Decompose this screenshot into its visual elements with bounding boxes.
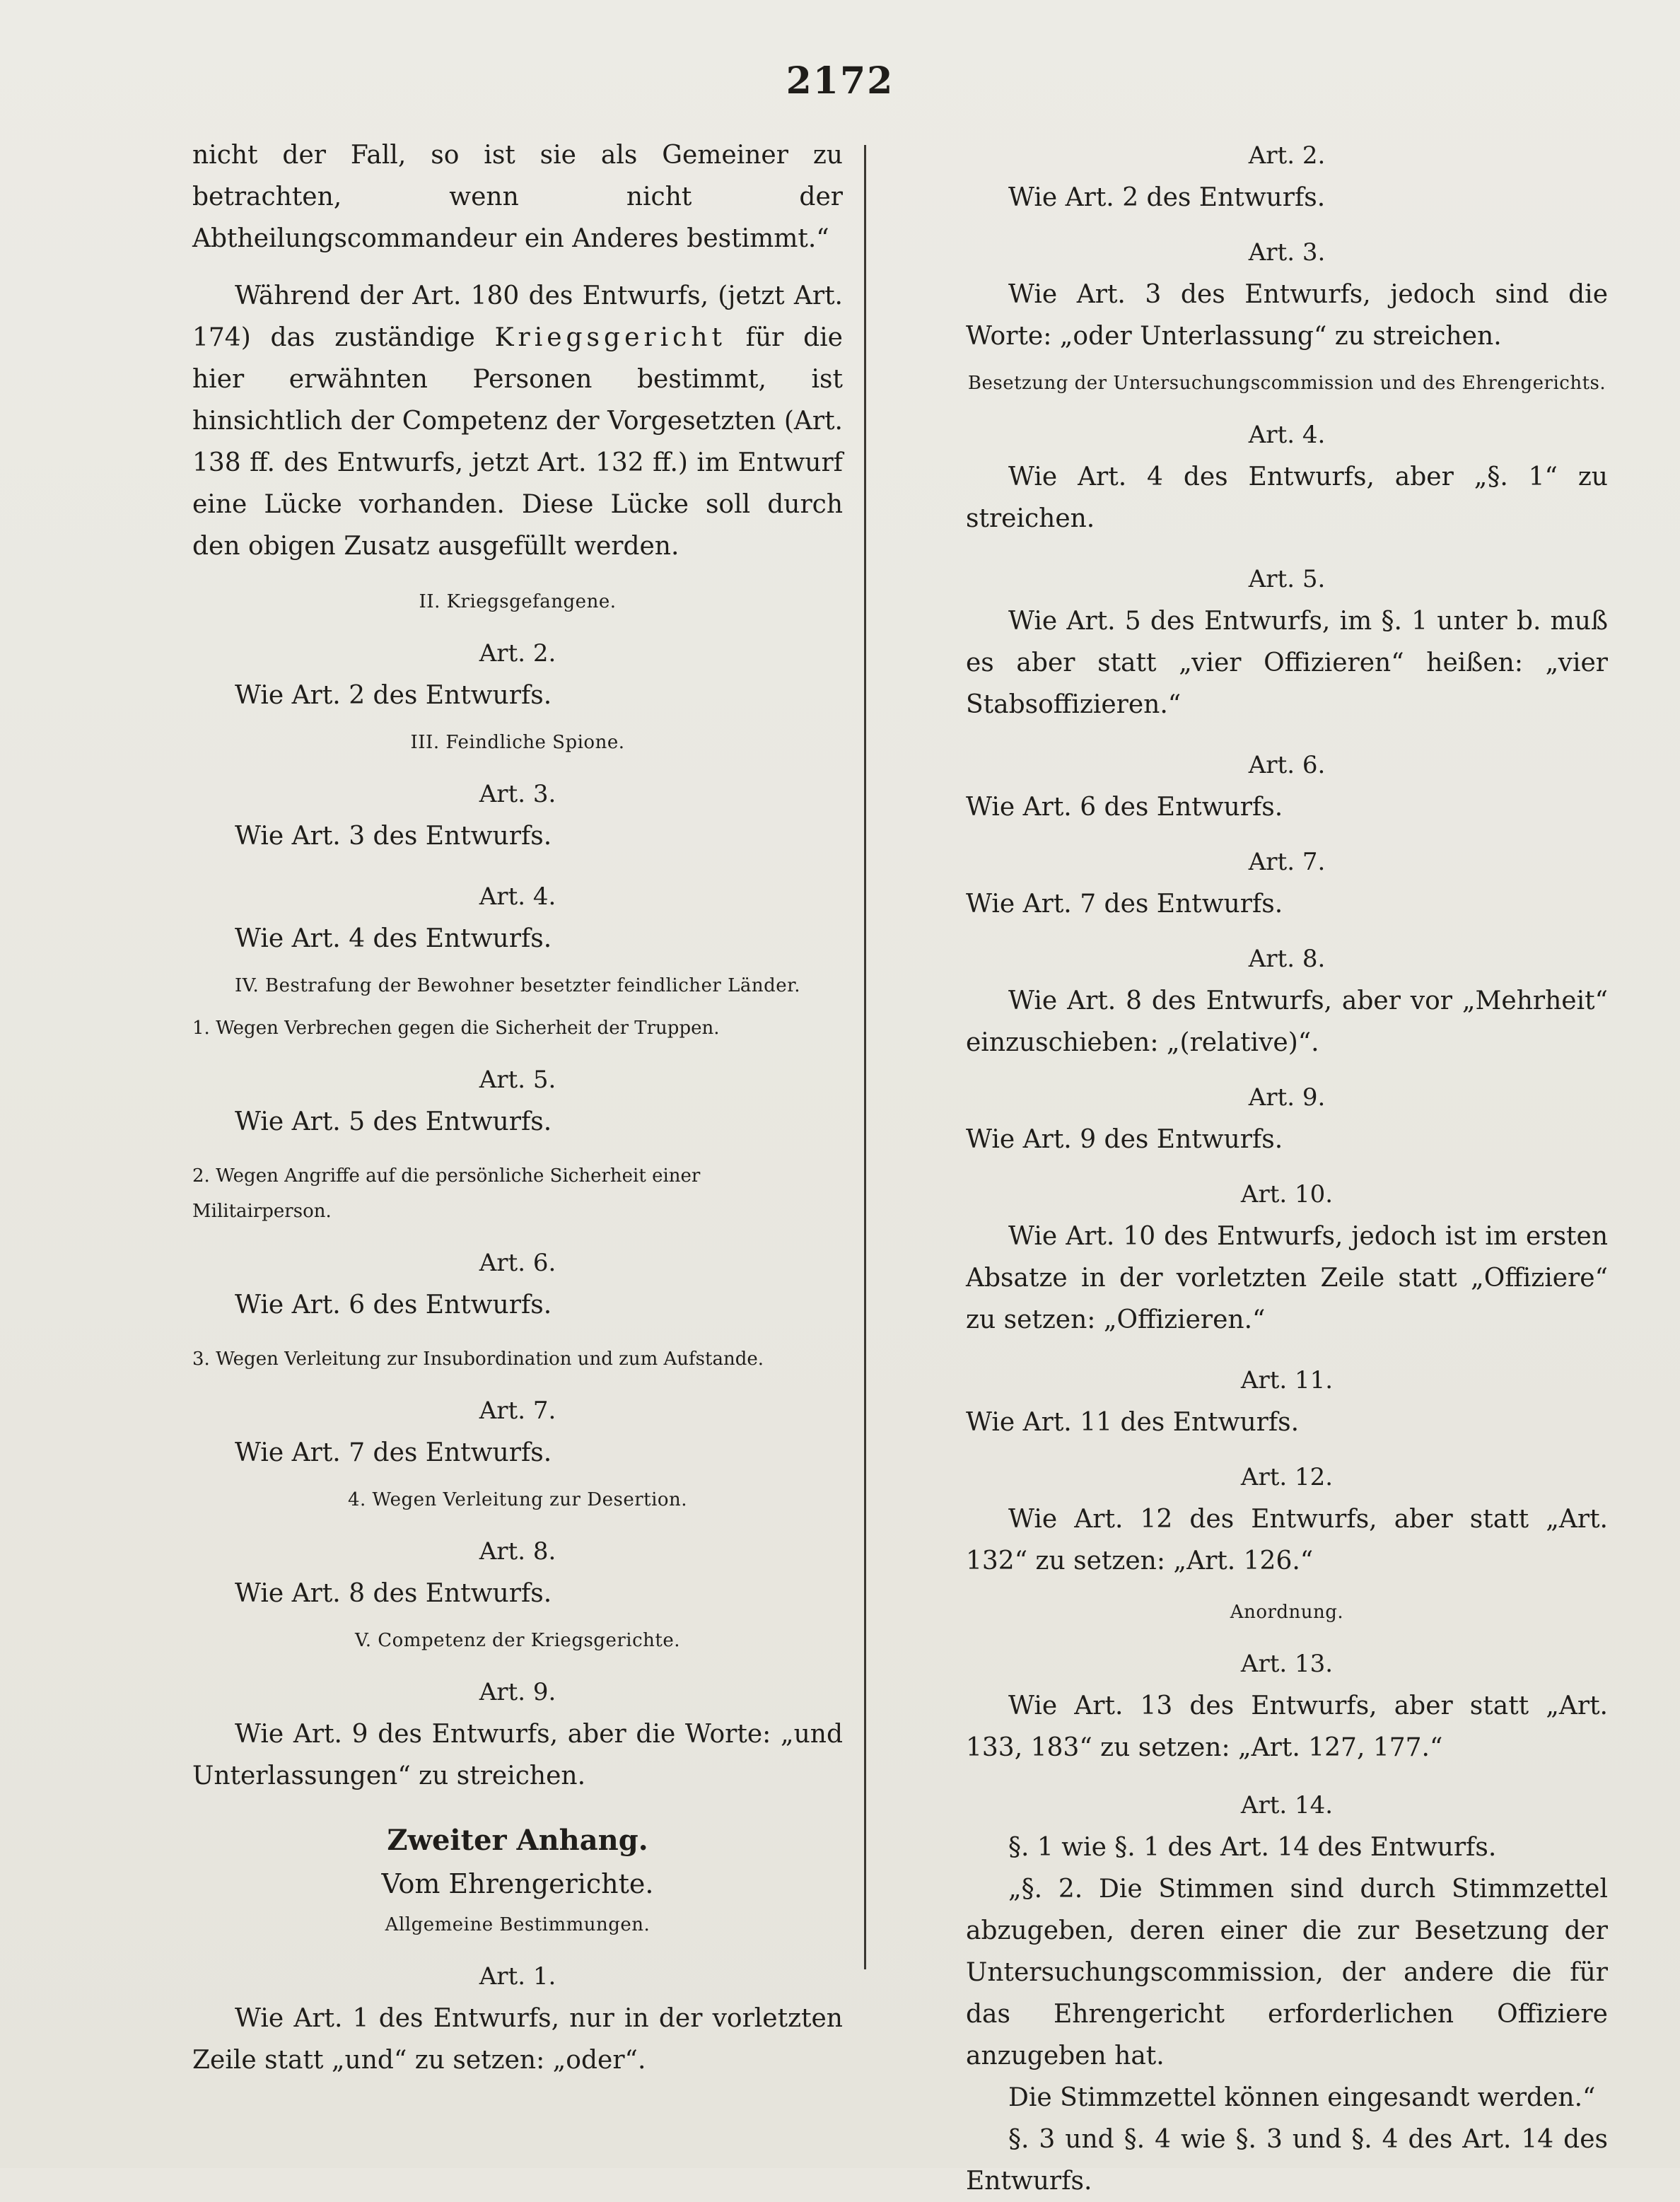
paragraph: Wie Art. 4 des Entwurfs, aber „§. 1“ zu streichen. xyxy=(966,462,1608,533)
article-heading: Art. 11. xyxy=(1240,1366,1334,1394)
paragraph: Wie Art. 13 des Entwurfs, aber statt „Art. 133, 183“ zu setzen: „Art. 127, 177.“ xyxy=(966,1691,1608,1762)
article-heading: Art. 8. xyxy=(479,1537,556,1566)
paragraph: Wie Art. 6 des Entwurfs. xyxy=(966,793,1283,822)
section-heading: Allgemeine Bestimmungen. xyxy=(385,1914,651,1935)
paragraph: Wie Art. 2 des Entwurfs. xyxy=(1008,183,1326,212)
paragraph: Wie Art. 5 des Entwurfs, im §. 1 unter b. muß es aber statt „vier Offizieren“ heißen: „vier Stabsoffizieren.“ xyxy=(966,607,1608,719)
section-heading: V. Competenz der Kriegsgerichte. xyxy=(355,1630,680,1651)
page-number: 2172 xyxy=(786,59,894,103)
article-heading: Art. 10. xyxy=(1240,1180,1334,1208)
article-heading: Art. 4. xyxy=(1248,421,1326,449)
article-heading: Art. 5. xyxy=(479,1066,556,1094)
article-heading: Art. 14. xyxy=(1240,1791,1334,1819)
paragraph: Wie Art. 8 des Entwurfs. xyxy=(235,1579,552,1608)
column-divider xyxy=(864,145,866,1969)
article-heading: Art. 12. xyxy=(1240,1463,1334,1491)
article-heading: Art. 6. xyxy=(1248,751,1326,779)
section-heading: Anordnung. xyxy=(1230,1602,1344,1623)
paragraph: Wie Art. 8 des Entwurfs, aber vor „Mehrheit“ einzuschieben: „(relative)“. xyxy=(966,986,1608,1057)
article-heading: Art. 3. xyxy=(1248,238,1326,267)
paragraph: §. 3 und §. 4 wie §. 3 und §. 4 des Art. 14 des Entwurfs. xyxy=(966,2125,1608,2196)
paragraph: Wie Art. 9 des Entwurfs, aber die Worte: „und Unterlassungen“ zu streichen. xyxy=(192,1720,843,1790)
article-heading: Art. 6. xyxy=(479,1249,556,1277)
paragraph: Wie Art. 7 des Entwurfs. xyxy=(966,890,1283,919)
section-heading: III. Feindliche Spione. xyxy=(410,732,625,753)
article-heading: Art. 1. xyxy=(479,1962,556,1991)
text-run: für die hier erwähnten Personen bestimmt, ist hinsichtlich der Competenz der Vorgesetzten (Art. 138 ff. des Entwurfs, jetzt Art. 132 ff.) im Entwurf eine Lücke vorhanden. Diese Lücke soll durch den obigen Zusatz ausgefüllt werden. xyxy=(192,323,843,561)
article-heading: Art. 2. xyxy=(479,639,556,668)
article-heading: Art. 5. xyxy=(1248,565,1326,593)
paragraph: Wie Art. 3 des Entwurfs, jedoch sind die Worte: „oder Unterlassung“ zu streichen. xyxy=(966,280,1608,351)
subsection-heading: 3. Wegen Verleitung zur Insubordination und zum Aufstande. xyxy=(192,1348,764,1370)
subsection-heading: 4. Wegen Verleitung zur Desertion. xyxy=(347,1489,688,1510)
paragraph: Die Stimmzettel können eingesandt werden.“ xyxy=(1008,2083,1596,2112)
paragraph xyxy=(192,275,843,567)
appendix-title: Zweiter Anhang. xyxy=(387,1824,648,1857)
subsection-heading: 1. Wegen Verbrechen gegen die Sicherheit der Truppen. xyxy=(192,1018,720,1039)
section-heading: IV. Bestrafung der Bewohner besetzter feindlicher Länder. xyxy=(234,975,800,996)
text-run: Während der Art. 180 des Entwurfs, (jetzt Art. 174) das zuständige xyxy=(192,281,843,352)
article-heading: Art. 7. xyxy=(479,1397,556,1425)
article-heading: Art. 3. xyxy=(479,780,556,808)
paragraph: Wie Art. 10 des Entwurfs, jedoch ist im ersten Absatze in der vorletzten Zeile statt „Offiziere“ zu setzen: „Offizieren.“ xyxy=(966,1222,1608,1334)
paragraph: Wie Art. 5 des Entwurfs. xyxy=(235,1107,552,1136)
paragraph: „§. 2. Die Stimmen sind durch Stimmzettel abzugeben, deren einer die zur Besetzung der Untersuchungscommission, der andere die für das Ehrengericht erforderlichen Offiziere anzugeben hat. xyxy=(966,1875,1608,2070)
paragraph: Wie Art. 9 des Entwurfs. xyxy=(966,1125,1283,1154)
left-column xyxy=(192,134,843,2081)
paragraph: Wie Art. 3 des Entwurfs. xyxy=(235,822,552,851)
article-heading: Art. 9. xyxy=(1248,1083,1326,1112)
paragraph: §. 1 wie §. 1 des Art. 14 des Entwurfs. xyxy=(1008,1833,1497,1862)
article-heading: Art. 9. xyxy=(479,1678,556,1706)
appendix-subtitle: Vom Ehrengerichte. xyxy=(381,1868,654,1899)
right-column xyxy=(966,134,1608,2202)
paragraph: Wie Art. 7 des Entwurfs. xyxy=(235,1438,552,1467)
paragraph: Wie Art. 4 des Entwurfs. xyxy=(235,924,552,953)
paragraph: Wie Art. 6 des Entwurfs. xyxy=(235,1291,552,1320)
article-heading: Art. 13. xyxy=(1240,1650,1334,1678)
paragraph: Wie Art. 11 des Entwurfs. xyxy=(966,1408,1300,1437)
paragraph: Wie Art. 1 des Entwurfs, nur in der vorletzten Zeile statt „und“ zu setzen: „oder“. xyxy=(192,2004,843,2075)
article-heading: Art. 4. xyxy=(479,882,556,911)
paragraph: Wie Art. 2 des Entwurfs. xyxy=(235,681,552,710)
article-heading: Art. 2. xyxy=(1248,141,1326,170)
article-heading: Art. 7. xyxy=(1248,848,1326,876)
emphasized-text: Kriegsgericht xyxy=(494,323,726,352)
paragraph: Wie Art. 12 des Entwurfs, aber statt „Art. 132“ zu setzen: „Art. 126.“ xyxy=(966,1505,1608,1575)
subsection-heading: 2. Wegen Angriffe auf die persönliche Sicherheit einer Militairperson. xyxy=(192,1165,701,1222)
paragraph: nicht der Fall, so ist sie als Gemeiner zu betrachten, wenn nicht der Abtheilungscommandeur ein Anderes bestimmt.“ xyxy=(192,141,843,253)
section-heading: II. Kriegsgefangene. xyxy=(419,591,617,612)
article-heading: Art. 8. xyxy=(1248,945,1326,973)
section-heading: Besetzung der Untersuchungscommission und des Ehrengerichts. xyxy=(967,373,1606,394)
